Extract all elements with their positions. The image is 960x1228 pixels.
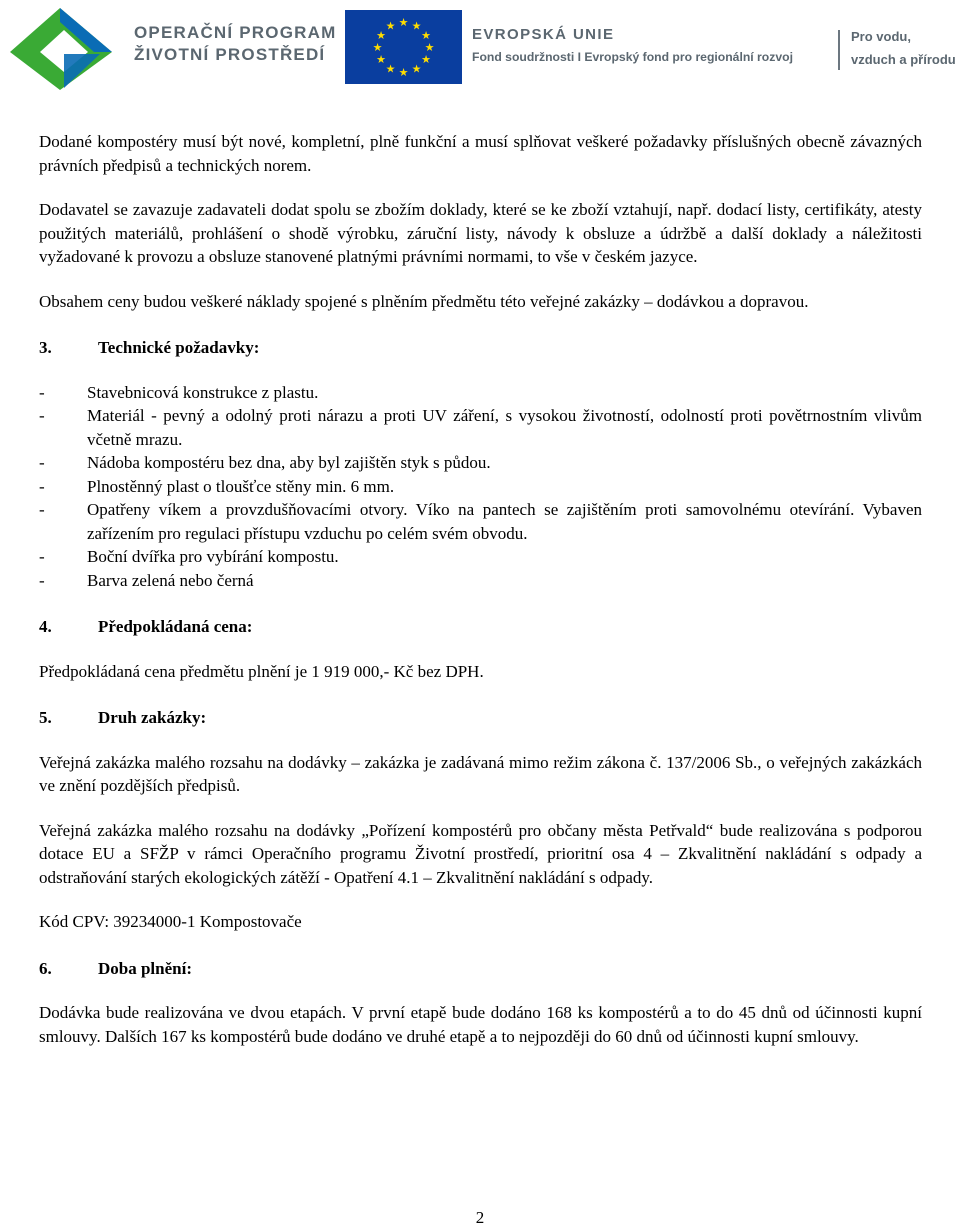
estimated-price-text: Předpokládaná cena předmětu plnění je 1 919 000,- Kč bez DPH. [39, 661, 484, 681]
paragraph-price-content: Obsahem ceny budou veškeré náklady spojené s plněním předmětu této veřejné zakázky – dodávkou a dopravou. [39, 291, 809, 311]
svg-text:★: ★ [376, 29, 386, 42]
section-6-title: Doba plnění: [98, 958, 192, 978]
svg-text:★: ★ [411, 62, 422, 76]
eu-flag-icon [345, 10, 462, 84]
cpv-code-text: Kód CPV: 39234000-1 Kompostovače [39, 912, 302, 931]
list-item: - Barva zelená nebo černá [39, 569, 922, 593]
header-separator [838, 30, 840, 70]
section-4-title: Předpokládaná cena: [98, 617, 253, 636]
page-header [0, 0, 960, 92]
contract-type-text: Veřejná zakázka malého rozsahu na dodávky – zakázka je zadávaná mimo režim zákona č. 137/2006 Sb., o veřejných zakázkách ve znění pozdějších předpisů. [39, 752, 922, 795]
list-item: - Materiál - pevný a odolný proti nárazu a proti UV záření, s vysokou životností, odolností proti povětrnostním vlivům včetně mrazu. [39, 404, 922, 451]
eu-title: EVROPSKÁ UNIE [472, 26, 615, 43]
paragraph-requirements: Dodané kompostéry musí být nové, kompletní, plně funkční a musí splňovat veškeré požadavky příslušných obecně závazných právních předpisů a technických norem. [39, 132, 922, 175]
section-5-heading [39, 706, 922, 730]
contract-funding-text: Veřejná zakázka malého rozsahu na dodávky „Pořízení kompostérů pro občany města Petřvald“ bude realizována s podporou dotace EU a SFŽP v rámci Operačního programu Životní prostředí, prioritní osa 4 – Zkvalitnění nakládání s odpady a odstraňování starých ekologických zátěží - Opatření 4.1 – Zkvalitnění nakládání s odpady. [39, 820, 922, 887]
section-5-number: 5. [39, 708, 52, 727]
svg-text:★: ★ [376, 53, 386, 66]
section-5-title: Druh zakázky: [98, 708, 207, 727]
delivery-period-text: Dodávka bude realizována ve dvou etapách. V první etapě bude dodáno 168 ks kompostérů a to do 45 dnů od účinnosti kupní smlouvy. Dalších 167 ks kompostérů bude dodáno ve druhé etapě a to nejpozději do 60 dnů od účinnosti kupní smlouvy. [39, 1003, 922, 1046]
svg-text:★: ★ [424, 41, 435, 54]
section-3-title: Technické požadavky: [98, 338, 260, 357]
svg-text:★: ★ [411, 19, 422, 33]
svg-text:★: ★ [372, 41, 383, 54]
svg-text:★: ★ [421, 53, 431, 66]
svg-text:★: ★ [385, 19, 396, 33]
list-item: - Plnostěnný plast o tloušťce stěny min. 6 mm. [39, 475, 922, 499]
eu-subtitle: Fond soudržnosti I Evropský fond pro regionální rozvoj [472, 50, 793, 64]
section-4-number: 4. [39, 617, 52, 636]
section-3-heading [39, 336, 922, 360]
list-item: - Stavebnicová konstrukce z plastu. [39, 381, 922, 405]
page-number: 2 [475, 1208, 485, 1227]
section-6-number: 6. [39, 958, 52, 978]
section-6-heading [39, 957, 922, 981]
svg-text:★: ★ [385, 62, 396, 76]
section-3-number: 3. [39, 338, 52, 357]
slogan: Pro vodu, vzduch a přírodu [851, 29, 956, 67]
list-item: - Nádoba kompostéru bez dna, aby byl zajištěn styk s půdou. [39, 451, 922, 475]
list-item: - Opatřeny víkem a provzdušňovacími otvory. Víko na pantech se zajištěním proti samovolnému otevírání. Vybaven zařízením pro regulaci přístupu vzduchu po celém svém obvodu. [39, 498, 922, 545]
svg-text:★: ★ [398, 16, 409, 29]
list-item: - Boční dvířka pro vybírání kompostu. [39, 545, 922, 569]
requirements-list [39, 381, 922, 593]
svg-text:★: ★ [398, 66, 409, 79]
section-4-heading [39, 615, 922, 639]
op-zp-logo-icon [4, 2, 124, 90]
paragraph-documents: Dodavatel se zavazuje zadavateli dodat spolu se zbožím doklady, které se ke zboží vztahují, např. dodací listy, certifikáty, atesty použitých materiálů, prohlášení o shodě výrobku, záruční listy, návody k obsluze a údržbě a další doklady a náležitosti vyžadované k provozu a obsluze stanovené platnými právními normami, to vše v českém jazyce. [39, 200, 922, 266]
op-program-title: OPERAČNÍ PROGRAM ŽIVOTNÍ PROSTŘEDÍ [134, 23, 337, 64]
document-body [39, 130, 922, 1048]
svg-text:★: ★ [421, 29, 431, 42]
